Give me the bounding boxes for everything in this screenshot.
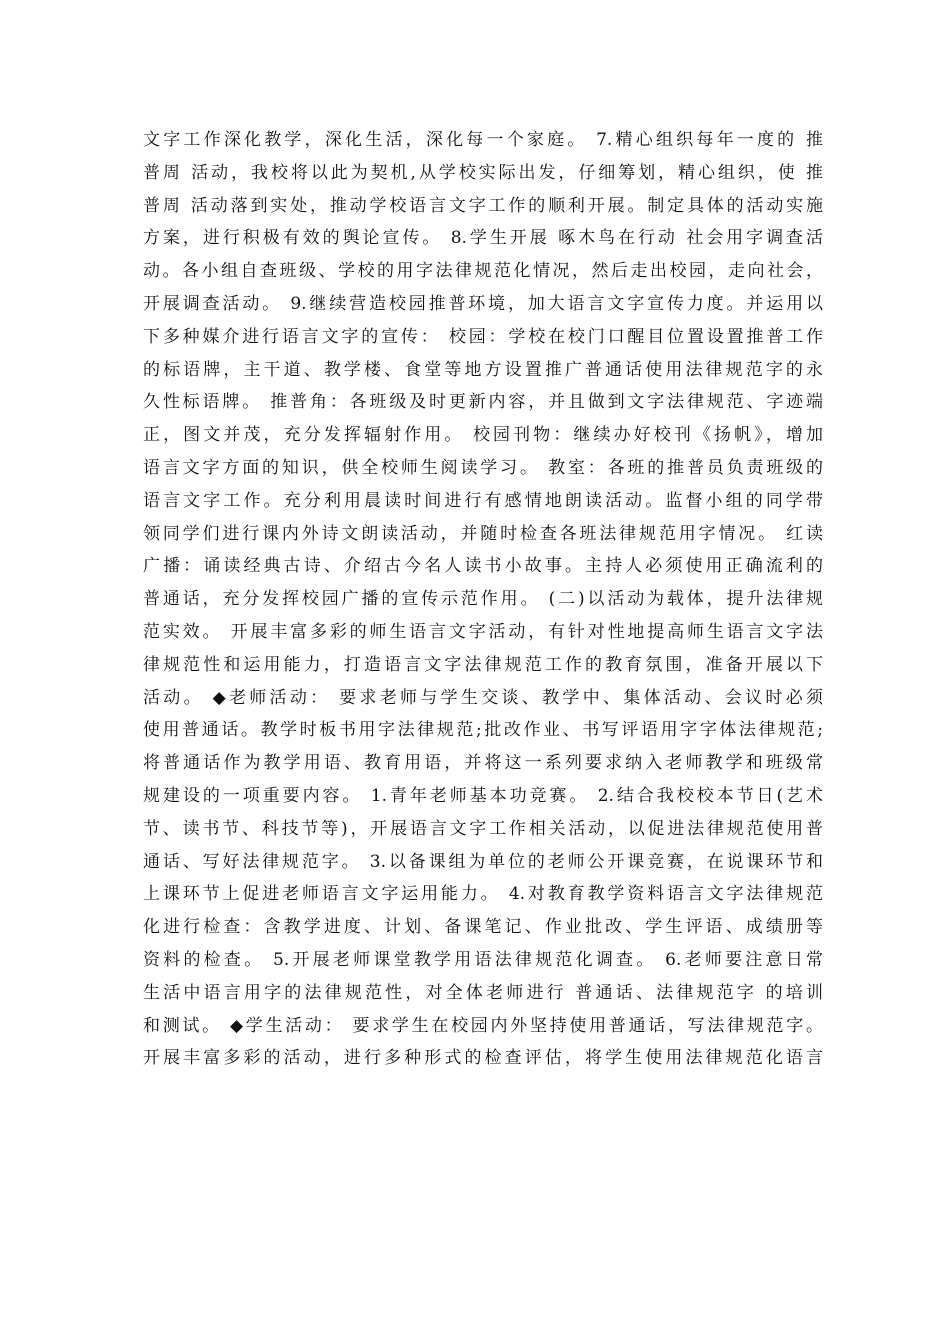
text-line: 领同学们进行课内外诗文朗读活动，并随时检查各班法律规范用字情况。 红读 [143,523,823,544]
text-line: 和测试。 ◆学生活动： 要求学生在校园内外坚持使用普通话，写法律规范字。 [143,1015,823,1036]
text-line: 下多种媒介进行语言文字的宣传： 校园：学校在校门口醒目位置设置推普工作 [143,326,823,347]
text-line: 语言文字方面的知识，供全校师生阅读学习。 教室：各班的推普员负责班级的 [143,457,823,478]
text-line: 动。各小组自查班级、学校的用字法律规范化情况，然后走出校园，走向社会， [143,261,823,282]
text-line: 资料的检查。 5.开展老师课堂教学用语法律规范化调查。 6.老师要注意日常 [143,949,823,970]
text-line: 通话、写好法律规范字。 3.以备课组为单位的老师公开课竞赛，在说课环节和 [143,851,823,872]
text-line: 普周 活动，我校将以此为契机,从学校实际出发，仔细筹划，精心组织，使 推 [143,162,823,183]
text-line: 语言文字工作。充分利用晨读时间进行有感情地朗读活动。监督小组的同学带 [143,490,823,511]
text-line: 律规范性和运用能力，打造语言文字法律规范工作的教育氛围，准备开展以下 [143,654,823,675]
text-line: 生活中语言用字的法律规范性，对全体老师进行 普通话、法律规范字 的培训 [143,982,823,1003]
text-line: 范实效。 开展丰富多彩的师生语言文字活动，有针对性地提高师生语言文字法 [143,621,823,642]
text-line: 使用普通话。教学时板书用字法律规范;批改作业、书写评语用字字体法律规范; [143,720,823,741]
text-line: 文字工作深化教学，深化生活，深化每一个家庭。 7.精心组织每年一度的 推 [143,130,823,150]
text-line: 正，图文并茂，充分发挥辐射作用。 校园刊物：继续办好校刊《扬帆》，增加 [143,425,823,446]
text-line: 开展丰富多彩的活动，进行多种形式的检查评估，将学生使用法律规范化语言 [143,1048,823,1069]
text-line: 节、读书节、科技节等)，开展语言文字工作相关活动，以促进法律规范使用普 [143,818,823,839]
text-line: 规建设的一项重要内容。 1.青年老师基本功竞赛。 2.结合我校校本节日(艺术 [143,785,823,806]
text-line: 化进行检查：含教学进度、计划、备课笔记、作业批改、学生评语、成绩册等 [143,917,823,938]
text-line: 久性标语牌。 推普角：各班级及时更新内容，并且做到文字法律规范、字迹端 [143,392,823,413]
text-line: 开展调查活动。 9.继续营造校园推普环境，加大语言文字宣传力度。并运用以 [143,293,823,314]
text-line: 普周 活动落到实处，推动学校语言文字工作的顺利开展。制定具体的活动实施 [143,195,823,216]
text-line: 普通话，充分发挥校园广播的宣传示范作用。 (二)以活动为载体，提升法律规 [143,589,823,610]
text-line: 广播：诵读经典古诗、介绍古今名人读书小故事。主持人必须使用正确流利的 [143,556,823,577]
text-line: 将普通话作为教学用语、教育用语，并将这一系列要求纳入老师教学和班级常 [143,753,823,774]
text-line: 上课环节上促进老师语言文字运用能力。 4.对教育教学资料语言文字法律规范 [143,884,823,905]
text-line: 的标语牌，主干道、教学楼、食堂等地方设置推广普通话使用法律规范字的永 [143,359,823,380]
text-line: 活动。 ◆老师活动： 要求老师与学生交谈、教学中、集体活动、会议时必须 [143,687,823,708]
body-text [143,124,823,1075]
text-line: 方案，进行积极有效的舆论宣传。 8.学生开展 啄木鸟在行动 社会用字调查活 [143,228,823,249]
